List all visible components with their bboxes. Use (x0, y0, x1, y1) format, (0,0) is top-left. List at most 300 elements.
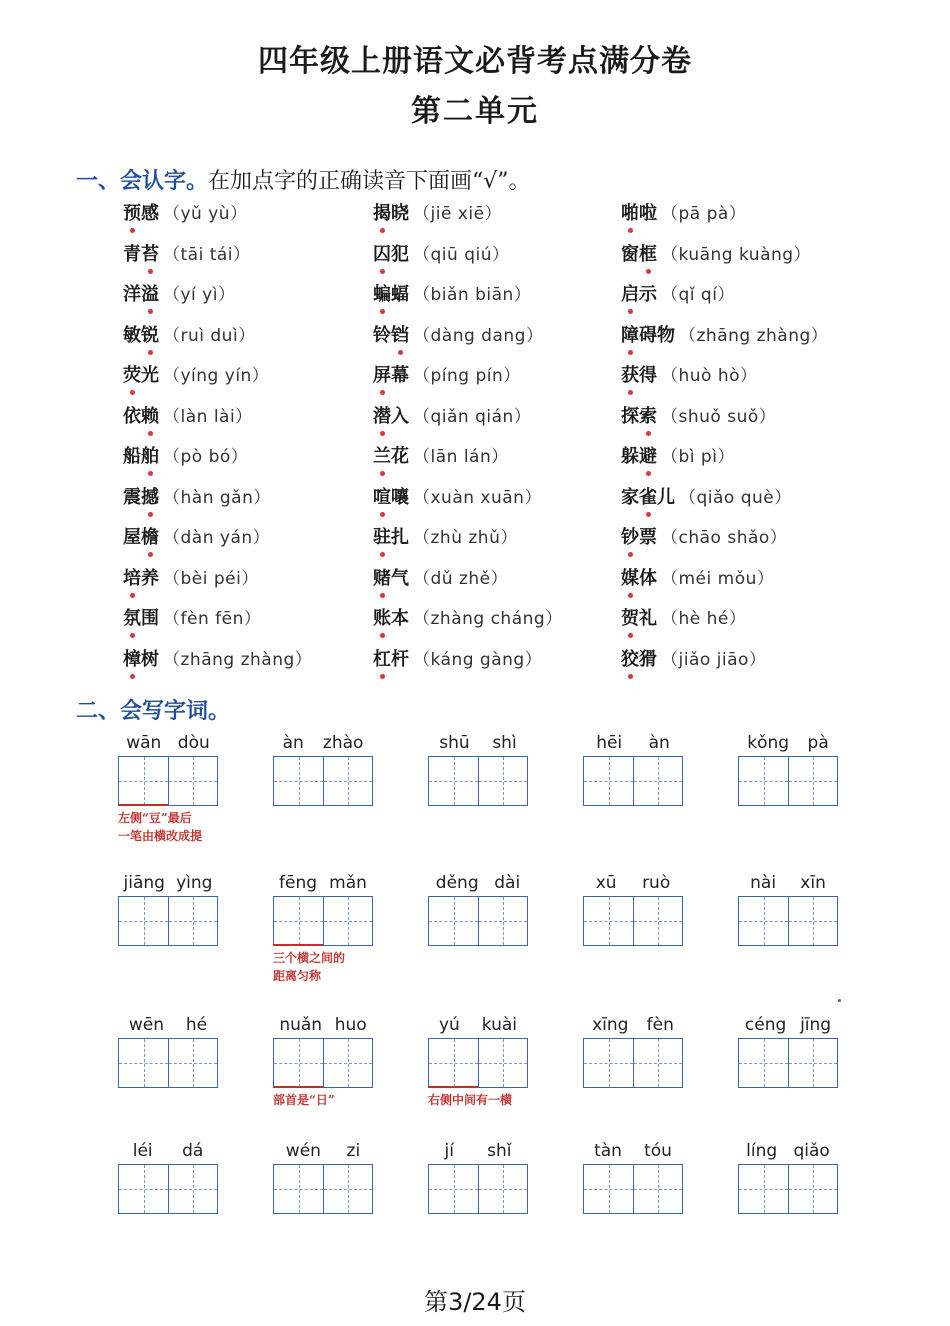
word-item (621, 279, 871, 320)
writing-cell (273, 1138, 383, 1214)
pinyin-prompt (428, 1012, 528, 1038)
section-1-number: 一、 (76, 168, 121, 194)
writing-tip-line: 左侧“豆”最后 (118, 811, 192, 825)
character-box[interactable] (478, 1039, 527, 1087)
tianzige-grid (118, 1164, 218, 1214)
character-box[interactable] (739, 1165, 788, 1213)
emphasis-dot (628, 350, 633, 355)
pinyin-prompt (428, 870, 528, 896)
word-text: 蝙蝠 (373, 279, 409, 311)
emphasis-dot (380, 431, 385, 436)
writing-tip (273, 1091, 383, 1109)
word-text: 囚犯 (373, 239, 409, 271)
emphasis-dot (130, 593, 135, 598)
pinyin-options[interactable]: （píng pín） (413, 366, 521, 386)
writing-cell (583, 1138, 693, 1214)
word-item (621, 360, 871, 401)
character-box[interactable] (584, 1165, 633, 1213)
character-box[interactable] (788, 1039, 837, 1087)
writing-cell (118, 870, 228, 946)
pinyin-syllable: léi (132, 1141, 153, 1161)
pinyin-syllable: fēng (279, 873, 318, 893)
pinyin-prompt (428, 1138, 528, 1164)
section-2-heading (76, 694, 230, 725)
pinyin-prompt (583, 1138, 683, 1164)
writing-cell (273, 730, 383, 806)
pinyin-syllable: wān (126, 733, 162, 753)
pinyin-options[interactable]: （bì pì） (661, 447, 735, 467)
emphasis-dot (380, 593, 385, 598)
tianzige-grid (583, 1164, 683, 1214)
pinyin-syllable: dòu (177, 733, 210, 753)
pinyin-syllable: shì (492, 733, 517, 753)
character-box[interactable] (633, 757, 682, 805)
pinyin-options[interactable]: （huò hò） (661, 366, 758, 386)
character-box[interactable] (478, 897, 527, 945)
word-item (123, 644, 373, 685)
pinyin-syllable: jīng (800, 1015, 832, 1035)
emphasis-dot (628, 674, 633, 679)
emphasis-dot (148, 309, 153, 314)
word-column (373, 198, 623, 684)
word-text: 震撼 (123, 482, 159, 514)
word-item (123, 401, 373, 442)
word-text: 潜入 (373, 401, 409, 433)
emphasis-dot (380, 674, 385, 679)
word-text: 杠杆 (373, 644, 409, 676)
word-item (621, 522, 871, 563)
writing-cell (428, 730, 538, 806)
writing-tip-line: 部首是“日” (273, 1093, 335, 1107)
pinyin-options[interactable]: （qǐ qí） (661, 285, 735, 305)
word-text: 家雀儿 (621, 482, 675, 514)
tianzige-grid (738, 1164, 838, 1214)
emphasis-dot (628, 593, 633, 598)
unit-title: 第二单元 (411, 94, 539, 129)
word-item (123, 441, 373, 482)
character-box[interactable] (274, 1039, 323, 1087)
word-text: 贺礼 (621, 603, 657, 635)
pinyin-syllable: wēn (128, 1015, 165, 1035)
word-text: 探索 (621, 401, 657, 433)
writing-cell (738, 870, 848, 946)
tianzige-grid (738, 1038, 838, 1088)
word-item (123, 320, 373, 361)
pinyin-syllable: hēi (596, 733, 623, 753)
character-box[interactable] (274, 757, 323, 805)
pinyin-options[interactable]: （yí yì） (163, 285, 236, 305)
pinyin-options[interactable]: （fèn fēn） (163, 609, 262, 629)
word-item (621, 320, 871, 361)
pinyin-options[interactable]: （bèi péi） (163, 568, 259, 589)
pinyin-prompt (273, 730, 373, 756)
writing-cell (428, 1012, 538, 1109)
pinyin-syllable: zhào (322, 733, 364, 753)
emphasis-dot (628, 228, 633, 233)
pinyin-options[interactable]: （tāi tái） (163, 244, 251, 265)
word-text: 窗框 (621, 239, 657, 271)
word-text: 赌气 (373, 563, 409, 595)
pinyin-syllable: yìng (176, 873, 213, 893)
emphasis-dot (148, 269, 153, 274)
pinyin-options[interactable]: （dàng dang） (413, 325, 544, 346)
pinyin-options[interactable]: （làn lài） (163, 406, 253, 427)
pinyin-options[interactable]: （pò bó） (163, 447, 249, 467)
writing-cell (583, 730, 693, 806)
writing-cell (583, 1012, 693, 1088)
pinyin-syllable: děng (435, 873, 479, 893)
word-text: 啪啦 (621, 198, 657, 230)
pinyin-prompt (583, 870, 683, 896)
pinyin-options[interactable]: （biǎn biān） (413, 285, 532, 305)
writing-tip (428, 1091, 538, 1109)
pinyin-syllable: àn (648, 733, 670, 753)
tianzige-grid (428, 1038, 528, 1088)
word-text: 揭晓 (373, 198, 409, 230)
character-box[interactable] (633, 1039, 682, 1087)
writing-cell (118, 730, 228, 845)
word-item (123, 239, 373, 280)
tianzige-grid (583, 756, 683, 806)
word-item (373, 644, 623, 685)
tianzige-grid (428, 896, 528, 946)
page-title: 四年级上册语文必背考点满分卷 (258, 44, 692, 79)
character-box[interactable] (429, 1165, 478, 1213)
pinyin-options[interactable]: （kuāng kuàng） (661, 244, 812, 265)
stray-mark (838, 999, 841, 1002)
pinyin-syllable: wén (285, 1141, 321, 1161)
character-box[interactable] (168, 757, 217, 805)
word-text: 船舶 (123, 441, 159, 473)
word-item (373, 522, 623, 563)
emphasis-dot (130, 390, 135, 395)
emphasis-dot (646, 471, 651, 476)
word-item (373, 279, 623, 320)
writing-cell (428, 1138, 538, 1214)
word-item (373, 320, 623, 361)
pinyin-syllable: shǐ (487, 1141, 512, 1161)
word-text: 兰花 (373, 441, 409, 473)
section-1-name: 会认字。 (120, 168, 209, 194)
pinyin-options[interactable]: （zhāng zhàng） (163, 649, 313, 670)
emphasis-dot (628, 552, 633, 557)
pinyin-options[interactable]: （yǔ yù） (163, 204, 248, 224)
pinyin-options[interactable]: （ruì duì） (163, 325, 256, 346)
word-text: 喧嚷 (373, 482, 409, 514)
pinyin-syllable: pà (807, 733, 829, 753)
character-box[interactable] (119, 897, 168, 945)
pinyin-prompt (273, 1012, 373, 1038)
pinyin-options[interactable]: （zhàng cháng） (413, 609, 563, 629)
word-item (621, 644, 871, 685)
emphasis-dot (380, 471, 385, 476)
emphasis-dot (148, 350, 153, 355)
tianzige-grid (273, 1164, 373, 1214)
word-item (373, 482, 623, 523)
emphasis-dot (148, 552, 153, 557)
character-box[interactable] (119, 757, 168, 805)
pinyin-prompt (118, 1138, 218, 1164)
pinyin-syllable: xū (595, 873, 617, 893)
word-item (123, 563, 373, 604)
word-item (621, 198, 871, 239)
writing-cell (273, 1012, 383, 1109)
emphasis-dot (628, 309, 633, 314)
word-text: 获得 (621, 360, 657, 392)
word-item (123, 522, 373, 563)
word-item (373, 401, 623, 442)
pinyin-syllable: mǎn (329, 873, 367, 893)
pinyin-options[interactable]: （méi mǒu） (661, 568, 775, 589)
pinyin-syllable: hé (185, 1015, 208, 1035)
pinyin-syllable: zi (346, 1141, 361, 1161)
character-box[interactable] (633, 897, 682, 945)
emphasis-dot (380, 309, 385, 314)
pinyin-options[interactable]: （yíng yín） (163, 366, 270, 386)
tianzige-grid (118, 756, 218, 806)
word-item (373, 360, 623, 401)
character-box[interactable] (788, 757, 837, 805)
word-text: 氛围 (123, 603, 159, 635)
tianzige-grid (738, 896, 838, 946)
word-text: 依赖 (123, 401, 159, 433)
pinyin-options[interactable]: （shuǒ suǒ） (661, 406, 777, 427)
pinyin-prompt (428, 730, 528, 756)
word-item (373, 198, 623, 239)
pinyin-options[interactable]: （qiǎo què） (679, 487, 792, 508)
writing-cell (583, 870, 693, 946)
pinyin-prompt (273, 1138, 373, 1164)
pinyin-options[interactable]: （hàn gǎn） (163, 487, 271, 508)
character-box[interactable] (429, 757, 478, 805)
pinyin-prompt (738, 870, 838, 896)
pinyin-prompt (738, 1012, 838, 1038)
pinyin-syllable: céng (744, 1015, 787, 1035)
emphasis-dot (130, 228, 135, 233)
pinyin-syllable: nuǎn (279, 1015, 323, 1035)
word-item (621, 239, 871, 280)
pinyin-options[interactable]: （dàn yán） (163, 528, 271, 548)
pinyin-syllable: dá (182, 1141, 204, 1161)
emphasis-dot (148, 512, 153, 517)
pinyin-prompt (118, 1012, 218, 1038)
character-box[interactable] (584, 897, 633, 945)
emphasis-dot (148, 431, 153, 436)
writing-tip (273, 949, 383, 985)
pinyin-options[interactable]: （jiē xiē） (413, 204, 503, 224)
word-item (621, 563, 871, 604)
pinyin-syllable: jí (444, 1141, 454, 1161)
pinyin-prompt (273, 870, 373, 896)
character-box[interactable] (788, 1165, 837, 1213)
emphasis-dot (646, 269, 651, 274)
pinyin-syllable: líng (746, 1141, 778, 1161)
word-column (123, 198, 373, 684)
pinyin-syllable: tóu (644, 1141, 672, 1161)
writing-tip (118, 809, 228, 845)
word-item (621, 603, 871, 644)
pinyin-options[interactable]: （qiū qiú） (413, 244, 510, 265)
note-underline (428, 1086, 478, 1088)
pinyin-syllable: yú (438, 1015, 460, 1035)
pinyin-syllable: shū (439, 733, 470, 753)
tianzige-grid (583, 896, 683, 946)
character-box[interactable] (584, 757, 633, 805)
character-box[interactable] (168, 897, 217, 945)
word-item (123, 603, 373, 644)
pinyin-options[interactable]: （dǔ zhě） (413, 568, 509, 589)
character-box[interactable] (478, 757, 527, 805)
pinyin-prompt (118, 730, 218, 756)
word-text: 培养 (123, 563, 159, 595)
pinyin-options[interactable]: （káng gàng） (413, 649, 543, 670)
section-2-number: 二、 (76, 698, 121, 724)
word-text: 媒体 (621, 563, 657, 595)
word-text: 启示 (621, 279, 657, 311)
pinyin-syllable: àn (282, 733, 304, 753)
emphasis-dot (130, 674, 135, 679)
word-item (621, 401, 871, 442)
pinyin-options[interactable]: （pā pà） (661, 204, 747, 224)
word-item (621, 482, 871, 523)
pinyin-prompt (583, 730, 683, 756)
pinyin-prompt (738, 730, 838, 756)
character-box[interactable] (739, 757, 788, 805)
character-box[interactable] (584, 1039, 633, 1087)
emphasis-dot (380, 512, 385, 517)
pinyin-syllable: dài (494, 873, 521, 893)
writing-cell (738, 1138, 848, 1214)
pinyin-syllable: jiāng (123, 873, 165, 893)
word-text: 荧光 (123, 360, 159, 392)
pinyin-syllable: kuài (481, 1015, 518, 1035)
character-box[interactable] (478, 1165, 527, 1213)
pinyin-options[interactable]: （hè hé） (661, 609, 747, 629)
pinyin-syllable: xīn (800, 873, 826, 893)
word-text: 钞票 (621, 522, 657, 554)
character-box[interactable] (323, 897, 372, 945)
emphasis-dot (628, 390, 633, 395)
tianzige-grid (118, 896, 218, 946)
writing-cell (428, 870, 538, 946)
emphasis-dot (398, 350, 403, 355)
writing-cell (118, 1138, 228, 1214)
character-box[interactable] (168, 1039, 217, 1087)
writing-tip-line: 三个横之间的 (273, 951, 346, 965)
tianzige-grid (273, 756, 373, 806)
character-box[interactable] (739, 1039, 788, 1087)
word-item (373, 563, 623, 604)
section-1-heading (76, 164, 531, 195)
word-text: 障碍物 (621, 320, 675, 352)
word-text: 狡猾 (621, 644, 657, 676)
word-text: 樟树 (123, 644, 159, 676)
pinyin-syllable: kǒng (747, 733, 790, 753)
word-text: 预感 (123, 198, 159, 230)
character-box[interactable] (788, 897, 837, 945)
emphasis-dot (380, 552, 385, 557)
character-box[interactable] (119, 1039, 168, 1087)
tianzige-grid (118, 1038, 218, 1088)
word-item (373, 239, 623, 280)
pinyin-options[interactable]: （zhù zhǔ） (413, 528, 518, 548)
character-box[interactable] (323, 1039, 372, 1087)
pinyin-syllable: qiǎo (793, 1141, 830, 1161)
emphasis-dot (148, 471, 153, 476)
word-text: 屏幕 (373, 360, 409, 392)
word-text: 敏锐 (123, 320, 159, 352)
pinyin-syllable: xīng (592, 1015, 629, 1035)
word-text: 驻扎 (373, 522, 409, 554)
writing-cell (118, 1012, 228, 1088)
emphasis-dot (380, 269, 385, 274)
writing-cell (273, 870, 383, 985)
character-box[interactable] (633, 1165, 682, 1213)
pinyin-options[interactable]: （chāo shǎo） (661, 528, 788, 548)
character-box[interactable] (739, 897, 788, 945)
writing-tip-line: 一笔由横改成提 (118, 829, 203, 843)
pinyin-syllable: nài (750, 873, 777, 893)
word-item (373, 441, 623, 482)
writing-tip-line: 右侧中间有一横 (428, 1093, 513, 1107)
writing-tip-line: 距离匀称 (273, 969, 322, 983)
pinyin-options[interactable]: （jiǎo jiāo） (661, 649, 767, 670)
word-text: 账本 (373, 603, 409, 635)
pinyin-options[interactable]: （xuàn xuān） (413, 487, 542, 508)
tianzige-grid (583, 1038, 683, 1088)
pinyin-prompt (738, 1138, 838, 1164)
pinyin-prompt (118, 870, 218, 896)
character-box[interactable] (429, 897, 478, 945)
word-text: 屋檐 (123, 522, 159, 554)
section-1-instruction: 在加点字的正确读音下面画“√”。 (208, 169, 531, 194)
character-box[interactable] (274, 1165, 323, 1213)
word-item (621, 441, 871, 482)
character-box[interactable] (323, 757, 372, 805)
character-box[interactable] (168, 1165, 217, 1213)
section-2-name: 会写字词。 (120, 698, 231, 724)
pinyin-prompt (583, 1012, 683, 1038)
emphasis-dot (646, 431, 651, 436)
emphasis-dot (380, 228, 385, 233)
tianzige-grid (428, 1164, 528, 1214)
word-text: 铃铛 (373, 320, 409, 352)
emphasis-dot (646, 512, 651, 517)
word-column (621, 198, 871, 684)
character-box[interactable] (274, 897, 323, 945)
note-underline (273, 1086, 323, 1088)
note-underline (273, 944, 323, 946)
tianzige-grid (273, 1038, 373, 1088)
character-box[interactable] (119, 1165, 168, 1213)
tianzige-grid (428, 756, 528, 806)
emphasis-dot (380, 633, 385, 638)
pinyin-syllable: tàn (594, 1141, 622, 1161)
word-item (123, 279, 373, 320)
character-box[interactable] (429, 1039, 478, 1087)
word-item (123, 360, 373, 401)
page-number: 第3/24页 (424, 1288, 526, 1316)
pinyin-syllable: ruò (642, 873, 671, 893)
tianzige-grid (738, 756, 838, 806)
pinyin-options[interactable]: （zhāng zhàng） (679, 325, 829, 346)
emphasis-dot (628, 633, 633, 638)
pinyin-options[interactable]: （lān lán） (413, 447, 509, 467)
character-box[interactable] (323, 1165, 372, 1213)
word-text: 洋溢 (123, 279, 159, 311)
pinyin-options[interactable]: （qiǎn qián） (413, 406, 532, 427)
word-item (123, 198, 373, 239)
